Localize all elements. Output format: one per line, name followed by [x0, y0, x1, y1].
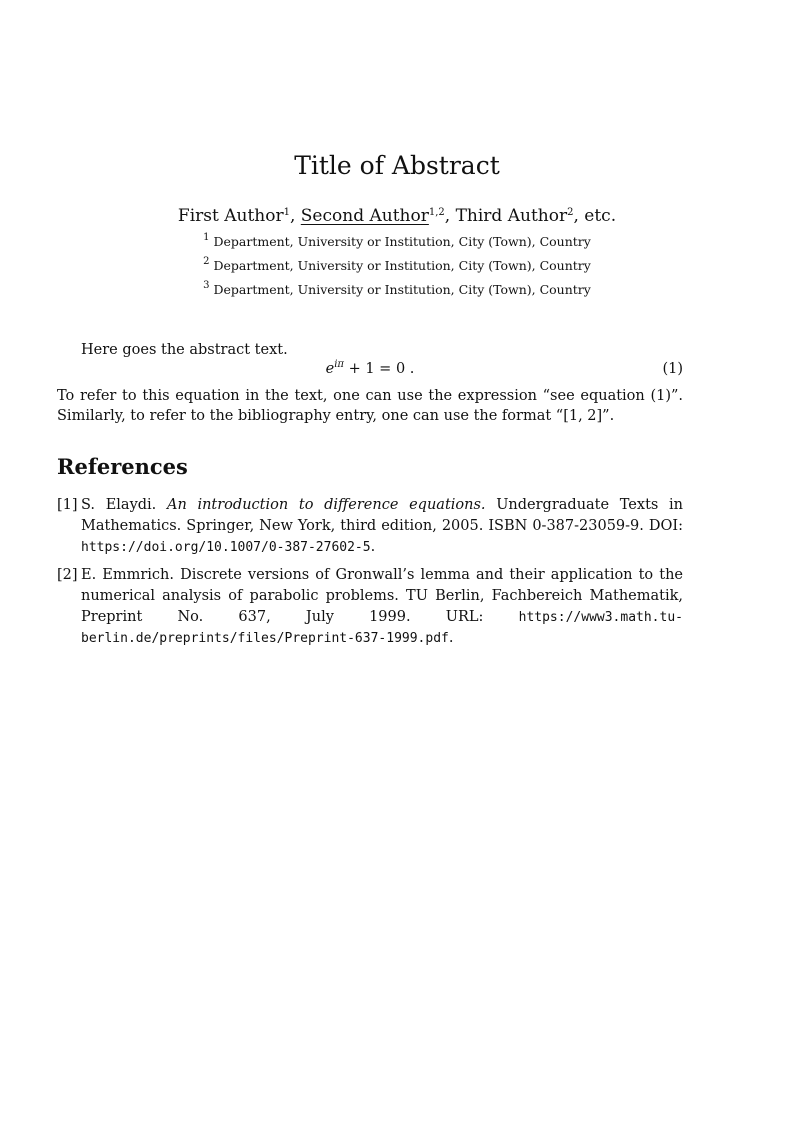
reference-text [81, 565, 683, 649]
affiliation-text: Department, University or Institution, City (Town), Country [213, 234, 591, 249]
abstract-title: Title of Abstract [294, 151, 500, 180]
reference-details: Undergraduate Texts in Mathematics. Springer, New York, third edition, 2005. ISBN 0-387-23059-9. DOI: [81, 497, 683, 534]
reference-label: [2] [57, 567, 78, 583]
reference-author: S. Elaydi. [81, 497, 167, 513]
affiliation-1 [0, 233, 794, 251]
author-list [0, 202, 794, 230]
equation-rest: + 1 = 0 . [343, 361, 415, 377]
affiliation-marker: 2 [203, 256, 210, 267]
reference-text [81, 495, 683, 558]
equation-exponent: iπ [334, 359, 344, 370]
reference-title: An introduction to difference equations. [166, 497, 486, 513]
reference-end: . [448, 630, 454, 646]
equation-number: (1) [662, 361, 683, 377]
reference-author: E. Emmrich. [81, 567, 181, 583]
reference-item [57, 565, 683, 649]
author-second-affiliation-marker: 1,2 [428, 207, 445, 218]
reference-label: [1] [57, 497, 78, 513]
author-separator: , [444, 206, 456, 226]
reference-doi-link[interactable]: https://doi.org/10.1007/0-387-27602-5 [81, 540, 371, 555]
equation-base: e [325, 361, 335, 377]
abstract-intro-text: Here goes the abstract text. [81, 342, 288, 358]
reference-url-link[interactable]: https://www3.math.tu-berlin.de/preprints/files/Preprint-637-1999.pdf [81, 610, 683, 646]
affiliation-text: Department, University or Institution, City (Town), Country [213, 282, 591, 297]
affiliation-3 [0, 281, 794, 299]
author-third: Third Author [455, 206, 568, 226]
reference-details: Discrete versions of Gronwall’s lemma and their application to the numerical analysis of parabolic problems. TU Berlin, Fachbereich Mathematik, Preprint No. 637, July 1999. URL: [81, 567, 683, 625]
author-first-affiliation-marker: 1 [283, 207, 290, 218]
author-etc: , etc. [573, 206, 617, 226]
author-second-presenting: Second Author [300, 206, 429, 226]
affiliation-2 [0, 257, 794, 275]
affiliation-text: Department, University or Institution, City (Town), Country [213, 258, 591, 273]
equation-formula [57, 358, 683, 380]
references-heading: References [57, 454, 188, 479]
abstract-body-text: To refer to this equation in the text, one can use the expression “see equation (1)”. Similarly, to refer to the bibliography entry, one can use the format “[1, 2]”. [57, 388, 683, 424]
author-separator: , [289, 206, 301, 226]
affiliation-marker: 1 [203, 232, 210, 243]
author-third-affiliation-marker: 2 [567, 207, 574, 218]
equation-block [57, 358, 683, 380]
reference-item [57, 495, 683, 558]
reference-end: . [370, 539, 376, 555]
author-first: First Author [177, 206, 284, 226]
affiliation-marker: 3 [203, 280, 210, 291]
